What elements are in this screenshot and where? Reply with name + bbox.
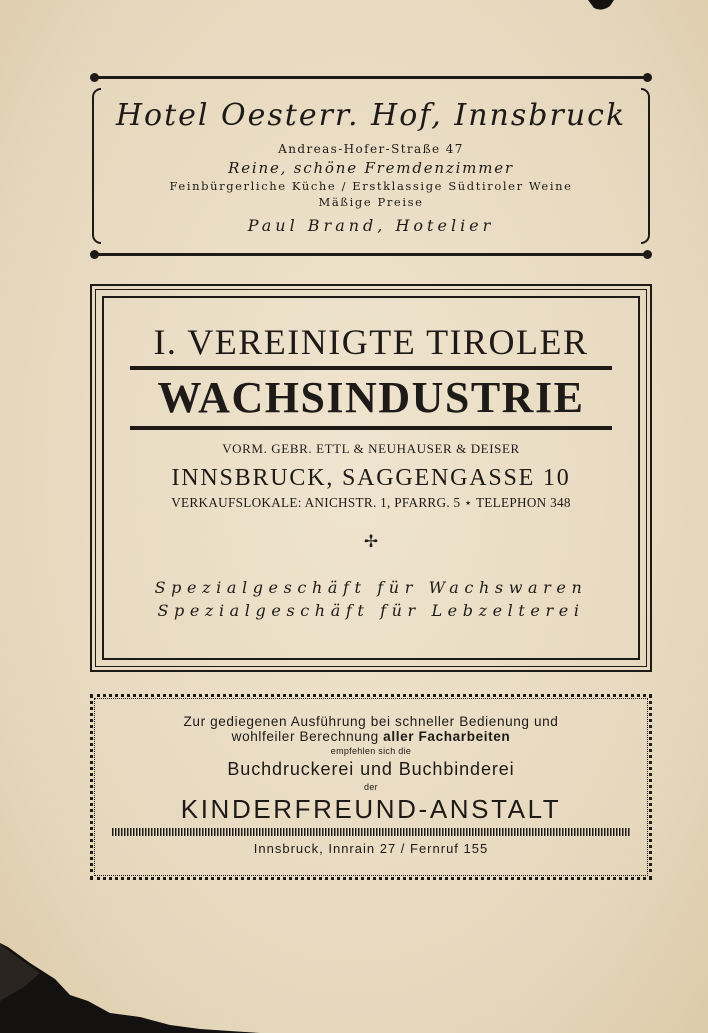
service-text-line2 (112, 729, 630, 744)
service-text-line1: Zur gediegenen Ausführung bei schneller Bedienung und (183, 714, 559, 729)
ornamental-top-rule (94, 76, 648, 79)
corner-ink-mark (580, 0, 620, 14)
article-der: der (364, 782, 378, 792)
hotel-name: Hotel Oesterr. Hof, Innsbruck (115, 98, 627, 133)
company-address: INNSBRUCK, SAGGENGASSE 10 (171, 465, 571, 491)
hotel-address: Andreas-Hofer-Straße 47 (278, 142, 464, 156)
former-owners: VORM. GEBR. ETTL & NEUHAUSER & DEISER (222, 441, 520, 456)
print-shop-address: Innsbruck, Innrain 27 / Fernruf 155 (253, 841, 489, 856)
print-shop-advertisement (90, 694, 652, 880)
specialty-gingerbread: Spezialgeschäft für Lebzelterei (157, 601, 585, 620)
shop-type: Buchdruckerei und Buchbinderei (227, 759, 515, 779)
hotel-rooms: Reine, schöne Fremdenzimmer (228, 159, 514, 177)
service-text-plain: wohlfeiler Berechnung (231, 729, 379, 744)
hatched-rule (112, 828, 630, 836)
company-name-line2: WACHSINDUSTRIE (157, 373, 585, 422)
heading-rule (130, 426, 612, 430)
ornamental-bottom-rule (94, 253, 648, 256)
company-name-line1: I. VEREINIGTE TIROLER (153, 322, 589, 362)
service-text-bold: aller Facharbeiten (383, 729, 511, 744)
hotel-advertisement (90, 72, 652, 260)
hotel-prices: Mäßige Preise (318, 195, 424, 209)
sales-locations: VERKAUFSLOKALE: ANICHSTR. 1, PFARRG. 5 ⋆ TELEPHON 348 (171, 495, 571, 510)
specialty-wax-goods: Spezialgeschäft für Wachswaren (154, 578, 588, 597)
heading-rule (130, 366, 612, 370)
institute-name: KINDERFREUND-ANSTALT (180, 794, 562, 824)
hotel-cuisine: Feinbürgerliche Küche / Erstklassige Südtiroler Weine (169, 179, 573, 193)
star-ornament: ✢ (363, 532, 379, 551)
wax-industry-advertisement (90, 284, 652, 672)
torn-paper-corner (0, 943, 260, 1033)
recommend-text: empfehlen sich die (330, 746, 412, 756)
hotel-owner: Paul Brand, Hotelier (247, 216, 495, 235)
